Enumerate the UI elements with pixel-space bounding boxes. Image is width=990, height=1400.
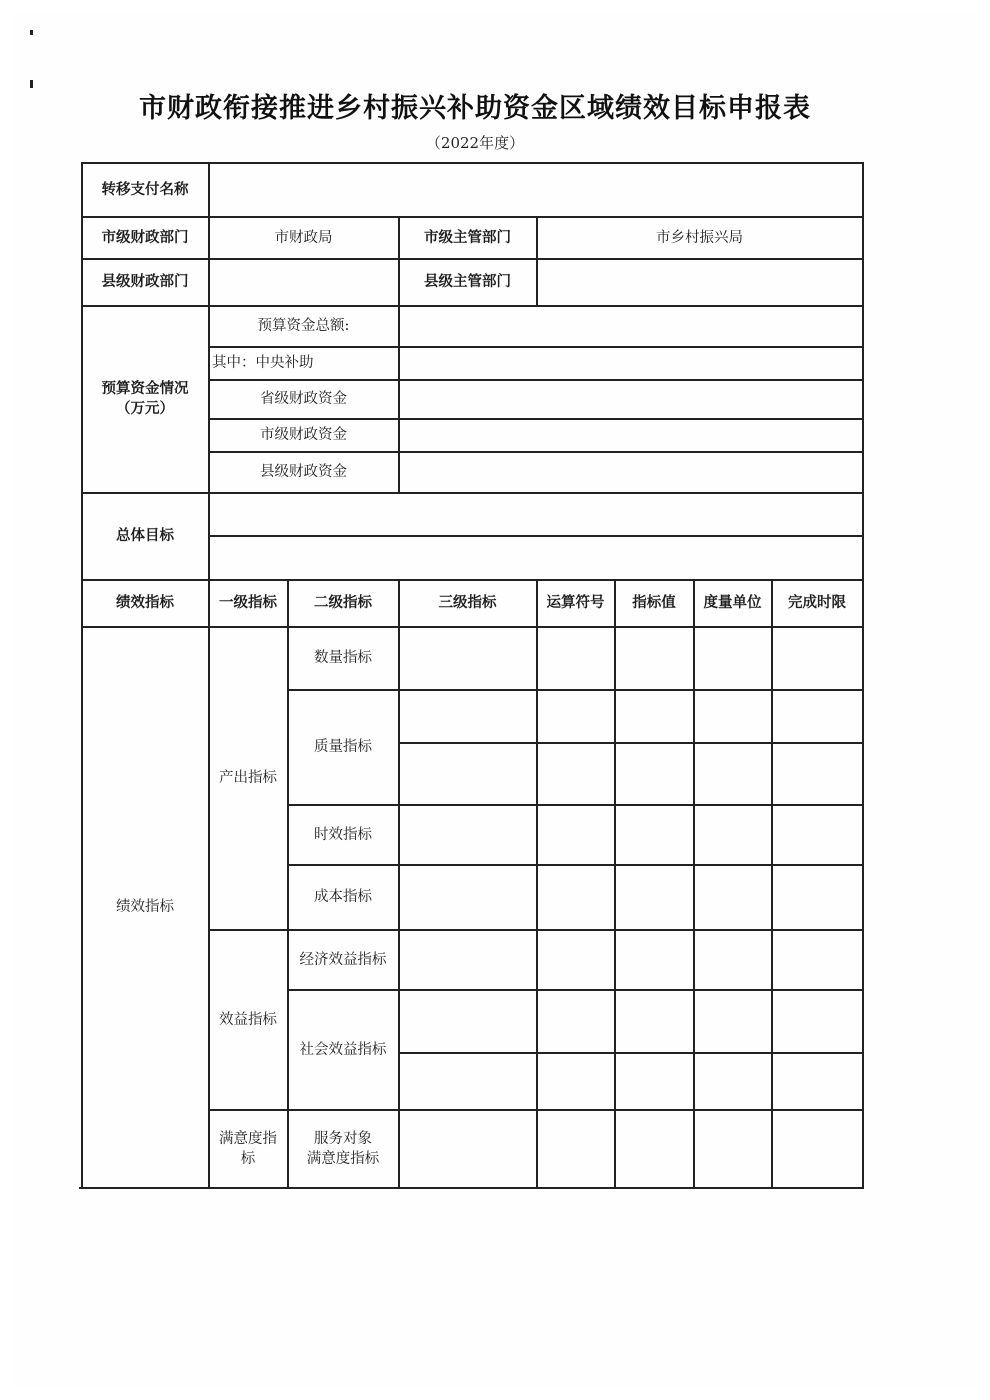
table-line	[693, 579, 695, 1189]
header-level3: 三级指标	[438, 594, 497, 611]
performance-indicator-section-label: 绩效指标	[116, 899, 174, 915]
table-line	[398, 742, 863, 744]
table-line	[614, 579, 616, 1189]
budget-city-label: 市级财政资金	[260, 427, 347, 443]
economic-benefit-label: 经济效益指标	[299, 951, 387, 968]
city-admin-dept-value: 市乡村振兴局	[656, 229, 743, 246]
cost-indicator-label: 成本指标	[314, 889, 372, 905]
budget-section-label	[82, 306, 208, 492]
county-admin-dept-label: 县级主管部门	[424, 273, 511, 290]
table-line	[536, 579, 538, 1189]
county-finance-dept-label: 县级财政部门	[101, 273, 189, 290]
budget-total-label: 预算资金总额:	[257, 318, 350, 334]
timeliness-indicator-label: 时效指标	[314, 826, 372, 843]
budget-province-label: 省级财政资金	[260, 391, 347, 407]
city-finance-dept-label: 市级财政部门	[101, 228, 189, 246]
header-value: 指标值	[632, 594, 676, 611]
service-satisfaction-label	[288, 1110, 398, 1187]
benefit-indicator-label: 效益指标	[219, 1011, 277, 1028]
header-operator: 运算符号	[546, 594, 605, 611]
budget-county-label: 县级财政资金	[260, 464, 347, 480]
transfer-name-label: 转移支付名称	[101, 180, 189, 198]
city-finance-dept-value: 市财政局	[274, 229, 333, 246]
table-line	[862, 162, 864, 1189]
report-year: （2022年度）	[425, 134, 525, 152]
quantity-indicator-label: 数量指标	[314, 650, 372, 666]
overall-goal-label: 总体目标	[116, 527, 174, 544]
table-line	[398, 1052, 863, 1054]
table-line	[771, 579, 773, 1189]
transfer-name-value	[209, 163, 862, 216]
budget-title: 预算资金情况	[101, 380, 189, 397]
service-line2: 满意度指标	[306, 1150, 380, 1167]
table-line	[398, 579, 400, 1189]
service-line1: 服务对象	[314, 1130, 372, 1147]
satisfaction-line1: 满意度指	[219, 1130, 277, 1147]
quality-indicator-label: 质量指标	[314, 739, 372, 755]
header-deadline: 完成时限	[788, 594, 846, 611]
social-benefit-label: 社会效益指标	[299, 1041, 387, 1058]
budget-unit: （万元）	[116, 400, 174, 417]
header-unit: 度量单位	[703, 594, 762, 611]
header-level2: 二级指标	[314, 594, 372, 611]
satisfaction-line2: 标	[240, 1150, 256, 1167]
header-level1: 一级指标	[219, 594, 277, 611]
budget-central-label: 其中：中央补助	[212, 355, 314, 371]
table-line	[79, 1187, 863, 1189]
header-performance-indicator: 绩效指标	[116, 594, 174, 611]
page-title: 市财政衔接推进乡村振兴补助资金区域绩效目标申报表	[139, 93, 811, 124]
output-indicator-label: 产出指标	[219, 770, 277, 786]
table-line	[398, 305, 400, 492]
satisfaction-indicator-label	[209, 1110, 287, 1187]
table-line	[209, 535, 863, 537]
city-admin-dept-label: 市级主管部门	[424, 228, 511, 246]
